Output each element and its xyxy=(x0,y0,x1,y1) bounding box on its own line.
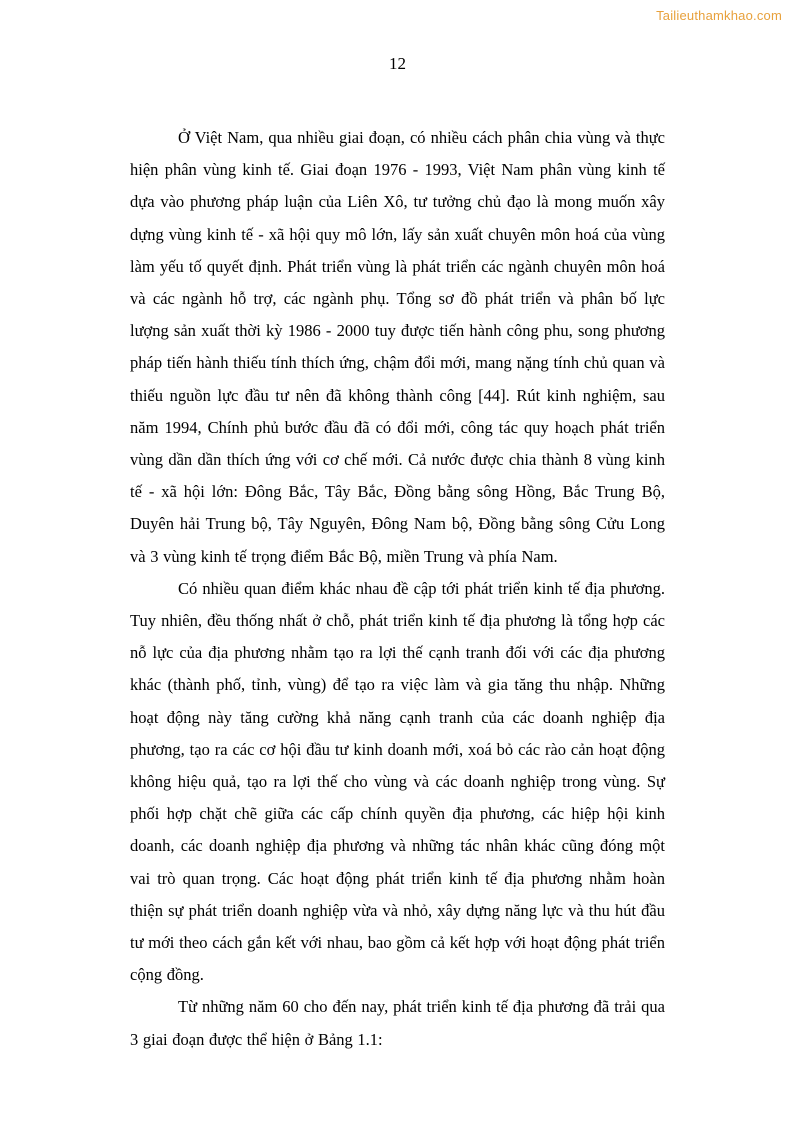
body-paragraph-1: Ở Việt Nam, qua nhiều giai đoạn, có nhiều cách phân chia vùng và thực hiện phân vùng kinh tế. Giai đoạn 1976 - 1993, Việt Nam phân vùng kinh tế dựa vào phương pháp luận của Liên Xô, tư tưởng chủ đạo là mong muốn xây dựng vùng kinh tế - xã hội quy mô lớn, lấy sản xuất chuyên môn hoá của vùng làm yếu tố quyết định. Phát triển vùng là phát triển các ngành chuyên môn hoá và các ngành hỗ trợ, các ngành phụ. Tổng sơ đồ phát triển và phân bố lực lượng sản xuất thời kỳ 1986 - 2000 tuy được tiến hành công phu, song phương pháp tiến hành thiếu tính thích ứng, chậm đổi mới, mang nặng tính chủ quan và thiếu nguồn lực đầu tư nên đã không thành công [44]. Rút kinh nghiệm, sau năm 1994, Chính phủ bước đầu đã có đổi mới, công tác quy hoạch phát triển vùng dần dần thích ứng với cơ chế mới. Cả nước được chia thành 8 vùng kinh tế - xã hội lớn: Đông Bắc, Tây Bắc, Đồng bằng sông Hồng, Bắc Trung Bộ, Duyên hải Trung bộ, Tây Nguyên, Đông Nam bộ, Đồng bằng sông Cửu Long và 3 vùng kinh tế trọng điểm Bắc Bộ, miền Trung và phía Nam. xyxy=(130,128,665,566)
body-paragraph-3: Từ những năm 60 cho đến nay, phát triển kinh tế địa phương đã trải qua 3 giai đoạn được thể hiện ở Bảng 1.1: xyxy=(130,997,665,1049)
body-paragraph-2: Có nhiều quan điểm khác nhau đề cập tới phát triển kinh tế địa phương. Tuy nhiên, đều thống nhất ở chỗ, phát triển kinh tế địa phương là tổng hợp các nỗ lực của địa phương nhằm tạo ra lợi thế cạnh tranh đối với các địa phương khác (thành phố, tỉnh, vùng) để tạo ra việc làm và gia tăng thu nhập. Những hoạt động này tăng cường khả năng cạnh tranh của các doanh nghiệp địa phương, tạo ra các cơ hội đầu tư kinh doanh mới, xoá bỏ các rào cản hoạt động không hiệu quả, tạo ra lợi thế cho vùng và các doanh nghiệp trong vùng. Sự phối hợp chặt chẽ giữa các cấp chính quyền địa phương, các hiệp hội kinh doanh, các doanh nghiệp địa phương và những tác nhân khác cũng đóng một vai trò quan trọng. Các hoạt động phát triển kinh tế địa phương nhằm hoàn thiện sự phát triển doanh nghiệp vừa và nhỏ, xây dựng năng lực và thu hút đầu tư mới theo cách gắn kết với nhau, bao gồm cả kết hợp với hoạt động phát triển cộng đồng. xyxy=(130,578,665,985)
watermark-text: Tailieuthamkhao.com xyxy=(656,8,782,23)
page-number: 12 xyxy=(389,54,406,73)
document-body xyxy=(130,122,665,1056)
